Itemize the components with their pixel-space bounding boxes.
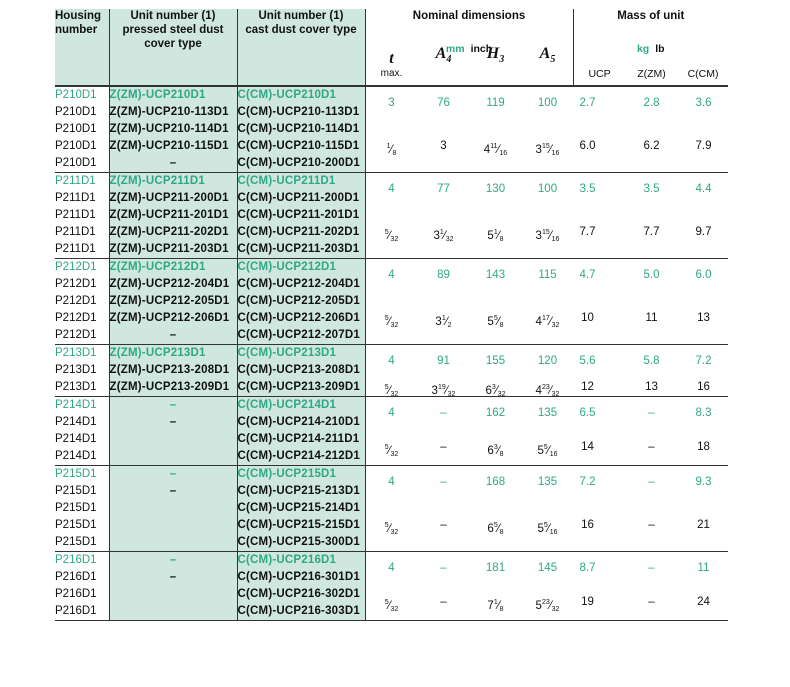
mass-units: kg lb: [636, 43, 665, 55]
housing-cell-entry: P214D1: [55, 450, 97, 462]
imperial-ccm: 21: [697, 518, 710, 531]
metric-h3: 162: [485, 407, 506, 419]
housing-cell-entry: P212D1: [55, 329, 97, 341]
imperial-zm: –: [648, 596, 655, 608]
imperial-a5: $4^{23}⁄_{32}$: [535, 383, 560, 398]
imperial-values-row: [366, 224, 729, 241]
cast-cell: [237, 466, 365, 552]
cast-cell-entry: C(CM)-UCP210-114D1: [237, 123, 360, 135]
cast-cell-entry: C(CM)-UCP213D1: [237, 347, 337, 359]
pressed-cell-entry: –: [169, 399, 177, 411]
housing-number-header: Housing number: [55, 9, 109, 86]
cast-cell: [237, 173, 365, 259]
metric-a5: 135: [537, 407, 558, 419]
imperial-a4: $3^{19}⁄_{32}$: [431, 383, 456, 398]
metric-h3: 155: [485, 355, 506, 367]
metric-a4: –: [440, 562, 447, 574]
imperial-a4: 3: [440, 139, 447, 152]
imperial-a5: $5^{23}⁄_{32}$: [535, 599, 560, 613]
housing-cell-entry: P212D1: [55, 312, 97, 324]
housing-cell-entry: P211D1: [55, 243, 96, 255]
imperial-ucp: 19: [581, 596, 594, 608]
cast-cell-entry: C(CM)-UCP214-211D1: [237, 433, 360, 445]
imperial-a5: $5^5⁄_{16}$: [537, 444, 558, 458]
cast-cell: [237, 86, 365, 173]
dimension-units: mm inch: [445, 43, 493, 55]
metric-ucp: 7.2: [579, 476, 596, 488]
metric-values-row: [366, 267, 729, 284]
cast-cell-entry: C(CM)-UCP211-203D1: [237, 243, 360, 255]
metric-a4: 76: [437, 97, 450, 109]
housing-cell-entry: P210D1: [55, 140, 97, 152]
metric-t: 4: [388, 183, 395, 195]
cast-cell: [237, 552, 365, 621]
cast-cell-entry: C(CM)-UCP211-201D1: [237, 209, 360, 221]
pressed-unit-header: Unit number (1) pressed steel dust cover type: [109, 9, 237, 86]
cast-cell-entry: C(CM)-UCP214D1: [237, 399, 337, 411]
col-ccm-header: C(CM): [687, 68, 719, 80]
imperial-a5: $5^5⁄_{16}$: [537, 521, 558, 536]
pressed-cell: [109, 173, 237, 259]
imperial-h3: $6^3⁄_8$: [487, 444, 504, 458]
housing-cell-entry: P213D1: [55, 347, 97, 359]
pressed-cell-entry: –: [169, 416, 177, 428]
imperial-t: $^5⁄_{32}$: [384, 521, 399, 536]
cast-cell-entry: C(CM)-UCP212D1: [237, 261, 337, 273]
metric-a4: 89: [437, 269, 450, 281]
imperial-zm: 6.2: [643, 139, 660, 152]
imperial-a5: $3^{15}⁄_{16}$: [535, 228, 560, 243]
cast-cell-entry: C(CM)-UCP215-213D1: [237, 485, 360, 497]
metric-t: 4: [388, 476, 395, 488]
cast-cell-entry: C(CM)-UCP212-207D1: [237, 329, 360, 341]
housing-cell-entry: P214D1: [55, 399, 97, 411]
metric-zm: –: [648, 407, 655, 419]
metric-ccm: 6.0: [695, 269, 712, 281]
metric-h3: 130: [485, 183, 506, 195]
pressed-cell-entry: Z(ZM)-UCP212-205D1: [109, 295, 230, 307]
imperial-a5: $4^{17}⁄_{32}$: [535, 314, 560, 329]
pressed-cell-entry: –: [169, 468, 177, 480]
housing-cell-entry: P211D1: [55, 226, 96, 238]
metric-zm: 5.8: [643, 355, 660, 367]
metric-zm: 2.8: [643, 97, 660, 109]
imperial-ucp: 14: [581, 441, 594, 453]
imperial-zm: 13: [645, 380, 658, 393]
pressed-cell-entry: –: [169, 485, 177, 497]
cast-cell-entry: C(CM)-UCP210-113D1: [237, 106, 360, 118]
col-ucp-header: UCP: [588, 68, 611, 80]
metric-zm: 3.5: [643, 183, 660, 195]
metric-a5: 135: [537, 476, 558, 488]
housing-cell-entry: P210D1: [55, 123, 97, 135]
imperial-ccm: 16: [697, 380, 710, 393]
metric-a5: 145: [537, 562, 558, 574]
metric-zm: –: [648, 476, 655, 488]
housing-cell: [55, 345, 109, 397]
metric-values-row: [366, 95, 729, 112]
housing-cell-entry: P216D1: [55, 571, 97, 583]
imperial-ccm: 18: [697, 441, 710, 453]
imperial-values-row: [366, 138, 729, 155]
pressed-cell: [109, 552, 237, 621]
metric-t: 3: [388, 97, 395, 109]
cast-cell-entry: C(CM)-UCP216-302D1: [237, 588, 360, 600]
pressed-cell-entry: Z(ZM)-UCP210D1: [109, 89, 206, 101]
cast-cell-entry: C(CM)-UCP215-300D1: [237, 536, 360, 548]
cast-cell-entry: C(CM)-UCP211D1: [237, 175, 336, 187]
imperial-a4: $3^1⁄_2$: [435, 314, 452, 329]
metric-t: 4: [388, 407, 395, 419]
cast-cell: [237, 397, 365, 466]
imperial-h3: $7^1⁄_8$: [487, 599, 504, 613]
metric-ccm: 8.3: [695, 407, 712, 419]
cast-cell-entry: C(CM)-UCP214-212D1: [237, 450, 360, 462]
metric-h3: 181: [485, 562, 506, 574]
housing-cell-entry: P214D1: [55, 416, 97, 428]
cast-cell-entry: C(CM)-UCP216-303D1: [237, 605, 360, 617]
housing-cell-entry: P210D1: [55, 89, 97, 101]
cast-cell-entry: C(CM)-UCP211-200D1: [237, 192, 360, 204]
dimensions-mass-cell: [365, 173, 728, 259]
imperial-a4: –: [440, 596, 447, 608]
housing-cell-entry: P216D1: [55, 605, 97, 617]
imperial-t: $^5⁄_{32}$: [384, 383, 399, 398]
imperial-h3: $6^3⁄_{32}$: [485, 383, 506, 398]
group-row: [55, 173, 728, 259]
imperial-ucp: 16: [581, 518, 594, 531]
housing-cell-entry: P210D1: [55, 106, 97, 118]
imperial-t: $^5⁄_{32}$: [384, 444, 399, 458]
pressed-cell-entry: Z(ZM)-UCP211-202D1: [109, 226, 229, 238]
pressed-cell: [109, 86, 237, 173]
metric-t: 4: [388, 562, 395, 574]
housing-cell-entry: P213D1: [55, 381, 97, 393]
metric-a5: 115: [538, 269, 557, 281]
imperial-values-row: [366, 310, 729, 327]
housing-cell-entry: P211D1: [55, 175, 96, 187]
cast-cell-entry: C(CM)-UCP214-210D1: [237, 416, 360, 428]
housing-cell-entry: P214D1: [55, 433, 97, 445]
imperial-ucp: 10: [581, 311, 594, 324]
imperial-zm: –: [648, 441, 655, 453]
metric-zm: –: [648, 562, 655, 574]
housing-cell-entry: P212D1: [55, 261, 97, 273]
pressed-cell-entry: Z(ZM)-UCP210-114D1: [109, 123, 229, 135]
metric-ccm: 4.4: [695, 183, 712, 195]
col-zm-header: Z(ZM): [637, 68, 666, 80]
housing-cell: [55, 552, 109, 621]
metric-t: 4: [388, 355, 395, 367]
col-t-header: t max.: [380, 50, 403, 79]
housing-cell: [55, 466, 109, 552]
imperial-a4: –: [440, 518, 447, 531]
mass-of-unit-title: Mass of unit: [617, 10, 685, 22]
group-row: [55, 552, 728, 621]
col-a5-header: $A_5$: [539, 44, 556, 65]
metric-t: 4: [388, 269, 395, 281]
metric-a5: 120: [537, 355, 558, 367]
housing-cell-entry: P215D1: [55, 519, 97, 531]
imperial-ccm: 24: [697, 596, 710, 608]
metric-a5: 100: [537, 183, 558, 195]
cast-cell-entry: C(CM)-UCP215-214D1: [237, 502, 360, 514]
imperial-h3: $6^5⁄_8$: [487, 521, 504, 536]
housing-cell-entry: P211D1: [55, 192, 96, 204]
housing-cell-entry: P216D1: [55, 554, 97, 566]
pressed-cell-entry: Z(ZM)-UCP210-113D1: [109, 106, 229, 118]
imperial-zm: 11: [645, 311, 658, 324]
metric-ucp: 5.6: [579, 355, 596, 367]
group-row: [55, 86, 728, 173]
dimensions-mass-cell: [365, 86, 728, 173]
pressed-cell: [109, 466, 237, 552]
cast-cell-entry: C(CM)-UCP210D1: [237, 89, 337, 101]
imperial-t: $^5⁄_{32}$: [384, 314, 399, 329]
imperial-t: $^1⁄_8$: [386, 142, 397, 157]
imperial-t: $^5⁄_{32}$: [384, 599, 399, 613]
cast-cell-entry: C(CM)-UCP213-209D1: [237, 381, 360, 393]
metric-ccm: 11: [697, 562, 710, 574]
metric-h3: 143: [485, 269, 506, 281]
bearing-unit-table: [55, 9, 728, 621]
pressed-cell-entry: Z(ZM)-UCP213-209D1: [109, 381, 230, 393]
imperial-h3: $4^{11}⁄_{16}$: [483, 142, 508, 157]
pressed-cell-entry: Z(ZM)-UCP211D1: [109, 175, 205, 187]
pressed-cell-entry: –: [169, 157, 177, 169]
pressed-cell-entry: Z(ZM)-UCP213-208D1: [109, 364, 230, 376]
imperial-a4: $3^1⁄_{32}$: [433, 228, 454, 243]
metric-h3: 168: [485, 476, 506, 488]
housing-cell-entry: P215D1: [55, 502, 97, 514]
metric-ccm: 9.3: [695, 476, 712, 488]
imperial-ccm: 7.9: [695, 139, 712, 152]
imperial-a5: $3^{15}⁄_{16}$: [535, 142, 560, 157]
pressed-cell-entry: Z(ZM)-UCP212D1: [109, 261, 206, 273]
imperial-a4: –: [440, 441, 447, 453]
group-row: [55, 345, 728, 397]
imperial-ucp: 12: [581, 380, 594, 393]
housing-cell-entry: P215D1: [55, 485, 97, 497]
metric-ucp: 8.7: [579, 562, 596, 574]
imperial-zm: –: [648, 518, 655, 531]
cast-cell-entry: C(CM)-UCP216-301D1: [237, 571, 360, 583]
nominal-dimensions-title: Nominal dimensions: [412, 10, 526, 22]
metric-zm: 5.0: [643, 269, 660, 281]
metric-ucp: 6.5: [579, 407, 596, 419]
metric-values-row: [366, 353, 729, 370]
cast-cell-entry: C(CM)-UCP211-202D1: [237, 226, 360, 238]
pressed-cell-entry: –: [169, 571, 177, 583]
cast-cell-entry: C(CM)-UCP213-208D1: [237, 364, 360, 376]
cast-cell-entry: C(CM)-UCP212-206D1: [237, 312, 360, 324]
mass-of-unit-header: [573, 9, 728, 86]
pressed-cell-entry: Z(ZM)-UCP211-203D1: [109, 243, 229, 255]
group-row: [55, 397, 728, 466]
housing-cell: [55, 86, 109, 173]
housing-cell: [55, 259, 109, 345]
imperial-ccm: 13: [697, 311, 710, 324]
metric-ucp: 2.7: [579, 97, 596, 109]
pressed-cell: [109, 397, 237, 466]
housing-cell: [55, 397, 109, 466]
metric-values-row: [366, 560, 729, 577]
imperial-ucp: 7.7: [579, 225, 596, 238]
metric-values-row: [366, 405, 729, 422]
cast-cell-entry: C(CM)-UCP210-200D1: [237, 157, 360, 169]
imperial-h3: $5^5⁄_8$: [487, 314, 504, 329]
metric-values-row: [366, 474, 729, 491]
housing-cell: [55, 173, 109, 259]
pressed-cell-entry: Z(ZM)-UCP213D1: [109, 347, 206, 359]
cast-cell: [237, 259, 365, 345]
metric-ucp: 4.7: [579, 269, 596, 281]
group-row: [55, 466, 728, 552]
metric-a4: 91: [437, 355, 450, 367]
cast-cell: [237, 345, 365, 397]
cast-cell-entry: C(CM)-UCP215-215D1: [237, 519, 360, 531]
cast-cell-entry: C(CM)-UCP215D1: [237, 468, 337, 480]
metric-ucp: 3.5: [579, 183, 596, 195]
col-h3-header: $H_3$: [486, 44, 505, 65]
metric-a4: 77: [437, 183, 450, 195]
imperial-values-row: [366, 439, 729, 456]
pressed-cell: [109, 345, 237, 397]
pressed-cell-entry: Z(ZM)-UCP211-200D1: [109, 192, 229, 204]
imperial-t: $^5⁄_{32}$: [384, 228, 399, 243]
imperial-values-row: [366, 379, 729, 396]
pressed-cell-entry: Z(ZM)-UCP211-201D1: [109, 209, 229, 221]
housing-cell-entry: P212D1: [55, 295, 97, 307]
dimensions-mass-cell: [365, 466, 728, 552]
metric-h3: 119: [486, 97, 505, 109]
housing-cell-entry: P212D1: [55, 278, 97, 290]
pressed-cell-entry: Z(ZM)-UCP212-206D1: [109, 312, 230, 324]
housing-cell-entry: P216D1: [55, 588, 97, 600]
metric-ccm: 7.2: [695, 355, 712, 367]
metric-values-row: [366, 181, 729, 198]
housing-cell-entry: P211D1: [55, 209, 96, 221]
dimensions-mass-cell: [365, 259, 728, 345]
col-a4-header: $A_4$: [435, 44, 452, 65]
housing-cell-entry: P215D1: [55, 468, 97, 480]
imperial-values-row: [366, 517, 729, 534]
housing-cell-entry: P210D1: [55, 157, 97, 169]
pressed-cell: [109, 259, 237, 345]
pressed-cell-entry: –: [169, 329, 177, 341]
dimensions-mass-cell: [365, 345, 728, 397]
cast-cell-entry: C(CM)-UCP212-204D1: [237, 278, 360, 290]
cast-unit-header: Unit number (1) cast dust cover type: [237, 9, 365, 86]
cast-cell-entry: C(CM)-UCP216D1: [237, 554, 337, 566]
imperial-zm: 7.7: [643, 225, 660, 238]
dimensions-mass-cell: [365, 397, 728, 466]
cast-cell-entry: C(CM)-UCP210-115D1: [237, 140, 360, 152]
imperial-ccm: 9.7: [695, 225, 712, 238]
housing-cell-entry: P213D1: [55, 364, 97, 376]
imperial-ucp: 6.0: [579, 139, 596, 152]
pressed-cell-entry: –: [169, 554, 177, 566]
metric-a4: –: [440, 476, 447, 488]
imperial-values-row: [366, 594, 729, 611]
dimensions-mass-cell: [365, 552, 728, 621]
metric-ccm: 3.6: [695, 97, 712, 109]
cast-cell-entry: C(CM)-UCP212-205D1: [237, 295, 360, 307]
imperial-h3: $5^1⁄_8$: [487, 228, 504, 243]
metric-a5: 100: [537, 97, 558, 109]
housing-cell-entry: P215D1: [55, 536, 97, 548]
metric-a4: –: [440, 407, 447, 419]
group-row: [55, 259, 728, 345]
pressed-cell-entry: Z(ZM)-UCP212-204D1: [109, 278, 230, 290]
nominal-dimensions-header: [365, 9, 573, 86]
pressed-cell-entry: Z(ZM)-UCP210-115D1: [109, 140, 229, 152]
